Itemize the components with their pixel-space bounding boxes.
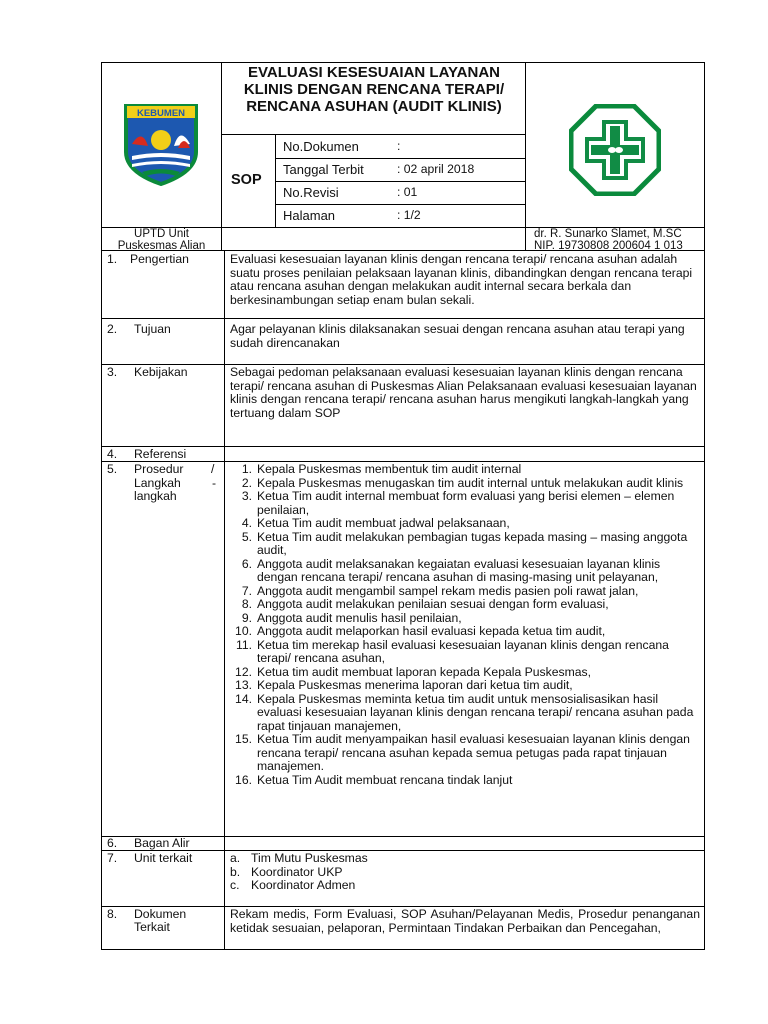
unit-name-line2: Puskesmas Alian	[117, 240, 206, 252]
list-item	[230, 639, 700, 666]
step-text: Anggota audit menulis hasil penilaian,	[257, 610, 462, 625]
step-text: Ketua Tim audit menyampaikan hasil evaluasi kesesuaian layanan klinis dengan rencana terapi/ rencana asuhan kepada semua petugas pada rapat tinjauan manajemen.	[257, 732, 690, 773]
field-value-no-dokumen: :	[397, 139, 401, 153]
step-number: 16.	[235, 772, 252, 787]
section-number: 6.	[107, 836, 118, 850]
step-text: Anggota audit mengambil sampel rekam medis pasien poli rawat jalan,	[257, 583, 639, 598]
step-text: Anggota audit melaporkan hasil evaluasi kepada ketua tim audit,	[257, 624, 606, 638]
svg-text:KEBUMEN: KEBUMEN	[136, 108, 186, 119]
step-text: Kepala Puskesmas meminta ketua tim audit untuk mensosialisasikan hasil evaluasi kesesuaian layanan klinis dengan rencana terapi/ rencana asuhan pada rapat tinjauan manajemen,	[257, 691, 694, 733]
kebumen-logo	[118, 100, 204, 186]
field-value-tanggal-terbit: : 02 april 2018	[397, 162, 475, 176]
step-text: Ketua Tim audit membuat jadwal pelaksanaan,	[257, 516, 510, 530]
list-item	[230, 852, 368, 866]
field-label-no-dokumen: No.Dokumen	[283, 139, 359, 154]
step-text: Ketua Tim Audit membuat rencana tindak lanjut	[257, 772, 513, 787]
step-number: 15.	[235, 732, 252, 746]
section-label-terkait: Terkait	[134, 920, 170, 934]
section-number: 1.	[107, 252, 118, 266]
step-number: 14.	[235, 691, 252, 706]
step-number: 4.	[241, 516, 252, 530]
section-number: 4.	[107, 447, 118, 461]
field-label-tanggal-terbit: Tanggal Terbit	[283, 162, 364, 177]
puskesmas-logo	[569, 104, 661, 196]
item-text: Koordinator UKP	[251, 864, 343, 879]
step-text: Kepala Puskesmas menugaskan tim audit internal untuk melakukan audit klinis	[257, 475, 684, 490]
list-item	[230, 612, 700, 626]
list-item	[230, 585, 700, 599]
list-item	[230, 679, 700, 693]
item-text: Koordinator Admen	[251, 878, 356, 892]
section-number: 2.	[107, 322, 118, 336]
list-item	[230, 558, 700, 585]
step-number: 5.	[241, 529, 252, 544]
item-text: Tim Mutu Puskesmas	[251, 851, 368, 865]
step-text: Ketua tim audit membuat laporan kepada Kepala Puskesmas,	[257, 664, 591, 679]
step-number: 10.	[235, 624, 252, 638]
signer-name: dr. R. Sunarko Slamet, M.SC	[534, 228, 682, 240]
section-text-dokumen-terkait: Rekam medis, Form Evaluasi, SOP Asuhan/Pelayanan Medis, Prosedur penanganan ketidak sesuaian, pelaporan, Permintaan Tindakan Perbaikan dan Pencegahan,	[230, 907, 700, 935]
step-number: 11.	[235, 637, 252, 652]
section-label-dokumen: Dokumen	[134, 907, 187, 921]
step-number: 12.	[235, 664, 252, 679]
step-number: 9.	[241, 610, 252, 625]
signer-nip: NIP. 19730808 200604 1 013	[534, 240, 683, 252]
section-text-pengertian: Evaluasi kesesuaian layanan klinis dengan rencana terapi/ rencana asuhan adalah suatu proses penilaian pelaksaan layanan klinis, dibandingkan dengan rencana terapi atau rencana asuhan dengan melakukan audit internal secara berkala dan berkesinambungan setiap enam bulan sekali.	[230, 252, 693, 307]
step-number: 3.	[241, 489, 252, 503]
step-text: Ketua Tim audit internal membuat form evaluasi yang berisi elemen – elemen penilaian,	[257, 489, 675, 517]
section-text-tujuan: Agar pelayanan klinis dilaksanakan sesuai dengan rencana asuhan atau terapi yang sudah direncanakan	[230, 322, 685, 350]
list-item	[230, 666, 700, 680]
list-item	[230, 693, 700, 734]
section-text-kebijakan: Sebagai pedoman pelaksanaan evaluasi kesesuaian layanan klinis dengan rencana terapi/ rencana asuhan di Puskesmas Alian Pelaksanaan evaluasi kesesuaian layanan klinis dengan rencana terapi/ rencana asuhan harus mengikuti langkah-langkah yang tertuang dalam SOP	[230, 365, 697, 420]
list-item	[230, 463, 700, 477]
prosedur-dash: -	[212, 476, 217, 490]
prosedur-slash: /	[211, 462, 215, 476]
section-label-bagan-alir: Bagan Alir	[134, 836, 190, 850]
procedure-steps	[230, 463, 700, 787]
step-number: 8.	[241, 597, 252, 611]
step-text: Ketua Tim audit melakukan pembagian tugas kepada masing – masing anggota audit,	[257, 529, 688, 557]
section-label-pengertian: Pengertian	[130, 252, 189, 266]
step-number: 6.	[241, 556, 252, 571]
step-number: 13.	[235, 678, 252, 692]
item-letter: b.	[230, 864, 241, 879]
field-value-no-revisi: : 01	[397, 185, 418, 199]
list-item	[230, 517, 700, 531]
field-label-no-revisi: No.Revisi	[283, 185, 339, 200]
sop-label: SOP	[231, 172, 262, 188]
section-number: 8.	[107, 907, 118, 921]
step-text: Ketua tim merekap hasil evaluasi kesesuaian layanan klinis dengan rencana terapi/ rencana asuhan,	[257, 637, 669, 665]
section-number: 5.	[107, 462, 118, 476]
field-label-halaman: Halaman	[283, 208, 336, 223]
step-number: 1.	[241, 462, 252, 476]
step-number: 2.	[241, 475, 252, 490]
section-number: 7.	[107, 851, 118, 865]
list-item	[230, 477, 700, 491]
list-item	[230, 774, 700, 788]
step-number: 7.	[241, 583, 252, 598]
section-number: 3.	[107, 365, 118, 379]
list-item	[230, 598, 700, 612]
step-text: Kepala Puskesmas menerima laporan dari ketua tim audit,	[257, 678, 573, 692]
section-label-tujuan: Tujuan	[134, 322, 171, 336]
section-label-kebijakan: Kebijakan	[134, 365, 188, 379]
section-label-referensi: Referensi	[134, 447, 187, 461]
section-label-langkah-langkah: langkah	[134, 489, 177, 503]
section-label-prosedur: Prosedur	[134, 462, 184, 476]
field-value-halaman: : 1/2	[397, 208, 421, 222]
list-item	[230, 531, 700, 558]
section-label-langkah: Langkah	[134, 476, 181, 490]
list-item	[230, 879, 368, 893]
section-label-unit-terkait: Unit terkait	[134, 851, 193, 865]
step-text: Kepala Puskesmas membentuk tim audit internal	[257, 462, 522, 476]
unit-name-line1: UPTD Unit	[134, 228, 189, 240]
related-units-list	[230, 852, 368, 893]
item-letter: a.	[230, 851, 241, 865]
list-item	[230, 733, 700, 774]
list-item	[230, 490, 700, 517]
document-title: EVALUASI KESESUAIAN LAYANAN KLINIS DENGAN RENCANA TERAPI/ RENCANA ASUHAN (AUDIT KLINIS)	[243, 64, 505, 115]
step-text: Anggota audit melaksanakan kegaiatan evaluasi kesesuaian layanan klinis dengan rencana terapi/ rencana asuhan di masing-masing unit pelayanan,	[257, 556, 661, 584]
step-text: Anggota audit melakukan penilaian sesuai dengan form evaluasi,	[257, 597, 609, 611]
list-item	[230, 625, 700, 639]
item-letter: c.	[230, 878, 240, 892]
list-item	[230, 866, 368, 880]
